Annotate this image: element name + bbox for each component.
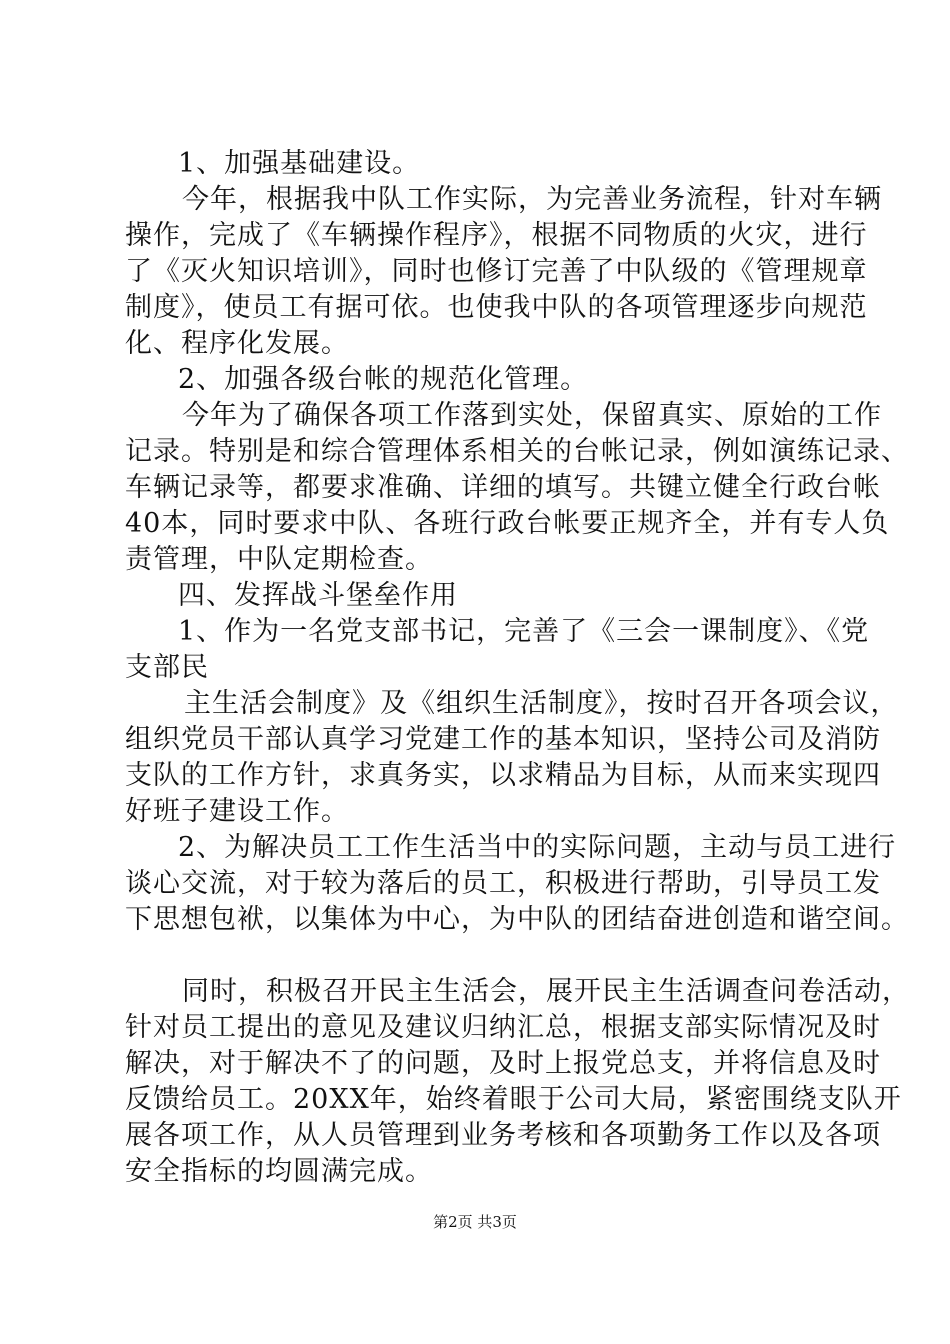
paragraph-line: 记录。特别是和综合管理体系相关的台帐记录，例如演练记录、 — [125, 436, 909, 467]
paragraph-line: 支部民 — [125, 652, 209, 683]
paragraph-line: 操作，完成了《车辆操作程序》，根据不同物质的火灾，进行 — [125, 220, 868, 251]
paragraph-line: 主生活会制度》及《组织生活制度》，按时召开各项会议， — [184, 688, 899, 719]
paragraph-line: 组织党员干部认真学习党建工作的基本知识，坚持公司及消防 — [125, 724, 881, 755]
paragraph-line: 安全指标的均圆满完成。 — [125, 1156, 433, 1187]
heading-strengthen-foundation: 1、加强基础建设。 — [178, 148, 421, 179]
paragraph-line: 针对员工提出的意见及建议归纳汇总，根据支部实际情况及时 — [125, 1012, 881, 1043]
section-heading-four: 四、发挥战斗堡垒作用 — [178, 580, 458, 611]
paragraph-line: 了《灭火知识培训》，同时也修订完善了中队级的《管理规章 — [125, 256, 868, 287]
paragraph-line: 40本，同时要求中队、各班行政台帐要正规齐全，并有专人负 — [125, 508, 890, 539]
paragraph-line: 2、为解决员工工作生活当中的实际问题，主动与员工进行 — [178, 832, 897, 863]
paragraph-line: 车辆记录等，都要求准确、详细的填写。共键立健全行政台帐 — [125, 472, 881, 503]
page-footer: 第2页 共3页 — [433, 1213, 517, 1231]
paragraph-line: 今年，根据我中队工作实际，为完善业务流程，针对车辆 — [182, 184, 882, 215]
paragraph-line: 好班子建设工作。 — [125, 796, 349, 827]
paragraph-line: 反馈给员工。20XX年，始终着眼于公司大局，紧密围绕支队开 — [125, 1084, 902, 1115]
paragraph-line: 谈心交流，对于较为落后的员工，积极进行帮助，引导员工发 — [125, 868, 881, 899]
paragraph-line: 解决，对于解决不了的问题，及时上报党总支，并将信息及时 — [125, 1048, 881, 1079]
heading-ledger-management: 2、加强各级台帐的规范化管理。 — [178, 364, 589, 395]
paragraph-line: 展各项工作，从人员管理到业务考核和各项勤务工作以及各项 — [125, 1120, 881, 1151]
paragraph-line: 同时，积极召开民主生活会，展开民主生活调查问卷活动， — [182, 976, 910, 1007]
paragraph-line: 下思想包袱，以集体为中心，为中队的团结奋进创造和谐空间。 — [125, 904, 909, 935]
paragraph-line: 支队的工作方针，求真务实，以求精品为目标，从而来实现四 — [125, 760, 881, 791]
paragraph-line: 化、程序化发展。 — [125, 328, 349, 359]
paragraph-line: 今年为了确保各项工作落到实处，保留真实、原始的工作 — [182, 400, 882, 431]
paragraph-line: 1、作为一名党支部书记，完善了《三会一课制度》、《党 — [178, 616, 870, 647]
paragraph-line: 制度》，使员工有据可依。也使我中队的各项管理逐步向规范 — [125, 292, 868, 323]
paragraph-line: 责管理，中队定期检查。 — [125, 544, 433, 575]
